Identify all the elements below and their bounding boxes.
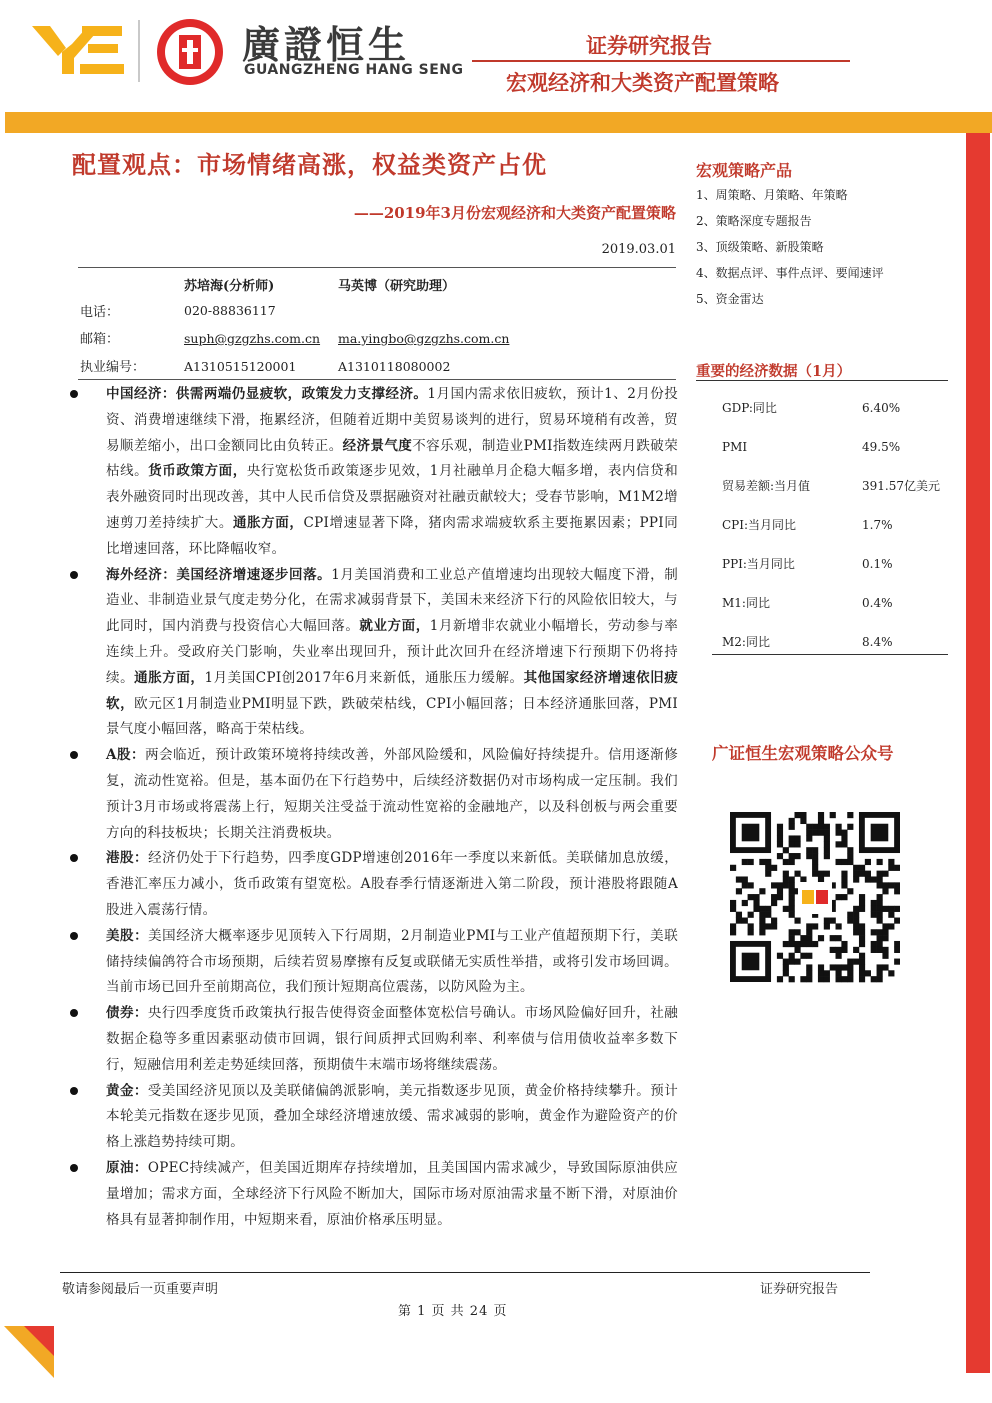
footer-report-type: 证券研究报告 [760, 1282, 839, 1297]
products-list-item: 2、策略深度专题报告 [696, 214, 812, 228]
econ-row: M2:同比 8.4% [722, 634, 893, 649]
econ-row: CPI:当月同比 1.7% [722, 517, 893, 532]
products-list [696, 182, 958, 312]
footer-rule [60, 1272, 870, 1273]
author-name-1: 苏培海(分析师) [184, 279, 275, 294]
products-list-item: 4、数据点评、事件点评、要闻速评 [696, 266, 884, 280]
products-list-item: 3、顶级策略、新股策略 [696, 240, 824, 254]
header-banner [5, 112, 992, 133]
page-number: 第 1 页 共 24 页 [398, 1304, 508, 1319]
bullet-gold: 黄金：受美国经济见顶以及美联储偏鸽派影响，美元指数逐步见顶，黄金价格持续攀升。预计本轮美元指数在逐步见顶，叠加全球经济增速放缓、需求减弱的影响，黄金作为避险资产的价格上涨趋势持续可期。 [70, 1079, 678, 1156]
page-title: 配置观点：市场情绪高涨，权益类资产占优 [72, 150, 547, 179]
license-value-1: A1310515120001 [184, 359, 297, 374]
report-date: 2019.03.01 [601, 242, 676, 257]
phone-label: 电话： [80, 305, 120, 320]
brand-name-cn: 廣證恒生 [242, 23, 411, 67]
products-title: 宏观策略产品 [696, 161, 793, 180]
report-series: 宏观经济和大类资产配置策略 [506, 71, 779, 95]
report-type: 证券研究报告 [586, 34, 712, 58]
econ-row: GDP:同比 6.40% [722, 400, 901, 415]
license-label: 执业编号： [80, 360, 146, 375]
bullet-bonds: 债券：央行四季度货币政策执行报告使得资金面整体宽松信号确认。市场风险偏好回升，社融数据企稳等多重因素驱动债市回调，银行间质押式回购利率、利率债与信用债收益率多数下行，短融信用利差走势延续回落，预期债牛末端市场将继续震荡。 [70, 1001, 678, 1078]
license-value-2: A1310118080002 [338, 359, 451, 374]
phone-value: 020-88836117 [184, 303, 276, 318]
author-rule [78, 379, 676, 380]
author-name-2: 马英博（研究助理） [338, 279, 456, 294]
products-list-item: 5、资金雷达 [696, 292, 764, 306]
qr-code-icon[interactable] [730, 812, 900, 984]
bullet-hk-stocks: 港股：经济仍处于下行趋势，四季度GDP增速创2016年一季度以来新低。美联储加息放缓，香港汇率压力减小，货币政策有望宽松。A股春季行情逐渐进入第二阶段，预计港股将跟随A股进入震荡行情。 [70, 846, 678, 923]
bullet-a-shares: A股：两会临近，预计政策环境将持续改善，外部风险缓和，风险偏好持续提升。信用逐渐修复，流动性宽裕。但是，基本面仍在下行趋势中，后续经济数据仍对市场构成一定压制。我们预计3月市场或将震荡上行，短期关注受益于流动性宽裕的金融地产，以及科创板与两会重要方向的科技板块；长期关注消费板块。 [70, 743, 678, 846]
bullet-us-stocks: 美股：美国经济大概率逐步见顶转入下行周期，2月制造业PMI与工业产值超预期下行，美联储持续偏鸽符合市场预期，后续若贸易摩擦有反复或联储无实质性举措，或将引发市场回调。当前市场已回升至前期高位，我们预计短期高位震荡，以防风险为主。 [70, 924, 678, 1001]
econ-row: PPI:当月同比 0.1% [722, 556, 893, 571]
logo-ye-icon [32, 22, 128, 76]
email-link-1[interactable]: suph@gzgzhs.com.cn [184, 331, 321, 346]
header-rule [472, 60, 850, 62]
econ-row: 贸易差额:当月值 391.57亿美元 [722, 479, 940, 493]
side-stripe [966, 133, 990, 1373]
bullet-overseas-economy: 海外经济：美国经济增速逐步回落。1月美国消费和工业总产值增速均出现较大幅度下滑，制造业、非制造业景气度走势分化，在需求减弱背景下，美国未来经济下行的风险依旧较大，与此同时，国内消费与投资信心大幅回落。就业方面，1月新增非农就业小幅增长，劳动参与率连续上升。受政府关门影响，失业率出现回升，预计此次回升在经济增速下行预期下仍将持续。通胀方面，1月美国CPI创2017年6月来新低，通胀压力缓解。其他国家经济增速依旧疲软，欧元区1月制造业PMI明显下跌，跌破荣枯线，CPI小幅回落；日本经济通胀回落，PMI景气度小幅回落，略高于荣枯线。 [70, 563, 678, 744]
page-subtitle: ——2019年3月份宏观经济和大类资产配置策略 [353, 204, 676, 222]
econ-data-table [710, 388, 948, 661]
bullet-crude-oil: 原油：OPEC持续减产，但美国近期库存持续增加，且美国国内需求减少，导致国际原油供应量增加；需求方面，全球经济下行风险不断加大，国际市场对原油需求量不断下滑，对原油价格具有显著抑制作用，中短期来看，原油价格承压明显。 [70, 1156, 678, 1233]
body-section [70, 382, 678, 1233]
corner-triangle-icon [4, 1326, 54, 1378]
econ-table-rule [712, 654, 948, 655]
seal-logo-icon [156, 18, 224, 86]
wechat-title: 广证恒生宏观策略公众号 [712, 744, 894, 763]
brand-name-en: GUANGZHENG HANG SENG [244, 62, 464, 78]
products-list-item: 1、周策略、月策略、年策略 [696, 188, 848, 202]
email-link-2[interactable]: ma.yingbo@gzgzhs.com.cn [338, 331, 510, 346]
econ-title-rule [696, 380, 948, 381]
econ-row: M1:同比 0.4% [722, 595, 893, 610]
econ-row: PMI 49.5% [722, 439, 901, 454]
footer-disclaimer: 敬请参阅最后一页重要声明 [62, 1282, 219, 1297]
bullet-china-economy: 中国经济：供需两端仍显疲软，政策发力支撑经济。1月国内需求依旧疲软，预计1、2月份投资、消费增速继续下滑，拖累经济，但随着近期中美贸易谈判的进行，贸易环境稍有改善，贸易顺差缩小，出口金额同比由负转正。经济景气度不容乐观，制造业PMI指数连续两月跌破荣枯线。货币政策方面，央行宽松货币政策逐步见效，1月社融单月企稳大幅多增，表内信贷和表外融资同时出现改善，其中人民币信贷及票据融资对社融贡献较大；受春节影响，M1M2增速剪刀差持续扩大。通胀方面，CPI增速显著下降，猪肉需求端疲软系主要拖累因素；PPI同比增速回落，环比降幅收窄。 [70, 382, 678, 563]
title-rule [78, 267, 676, 268]
email-label: 邮箱： [80, 332, 120, 347]
econ-data-title: 重要的经济数据（1月） [696, 363, 852, 380]
logo-divider [138, 20, 140, 82]
